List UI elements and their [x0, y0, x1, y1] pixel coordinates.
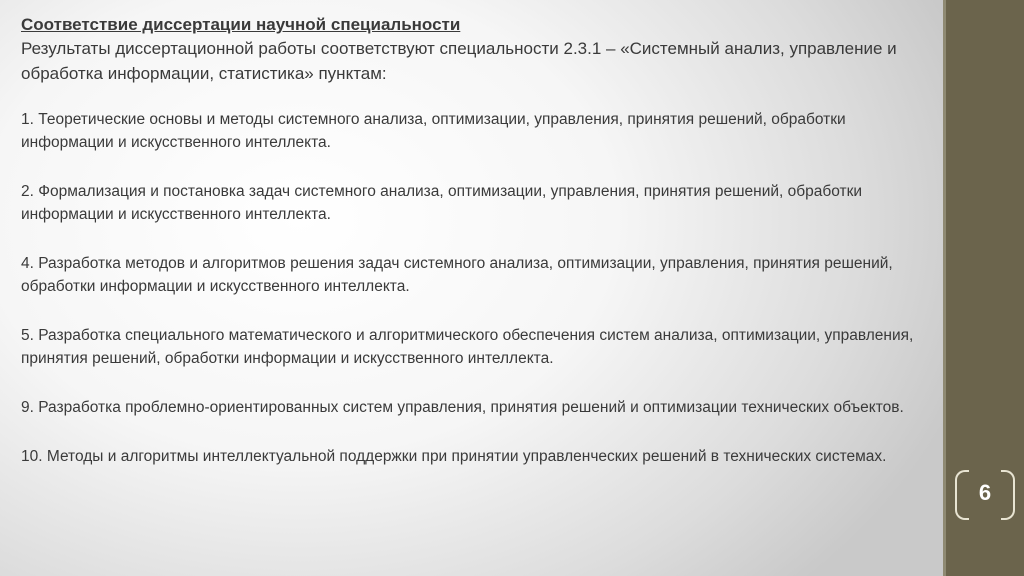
list-item-4: 4. Разработка методов и алгоритмов решения задач системного анализа, оптимизации, управления, принятия решений, обработки информации и искусственного интеллекта. — [21, 255, 893, 295]
list-item-9: 9. Разработка проблемно-ориентированных систем управления, принятия решений и оптимизации технических объектов. — [21, 399, 904, 416]
right-brace-icon — [1001, 470, 1015, 520]
list-item-1: 1. Теоретические основы и методы системного анализа, оптимизации, управления, принятия решений, обработки информации и искусственного интеллекта. — [21, 111, 846, 151]
slide-intro: Результаты диссертационной работы соответствуют специальности 2.3.1 – «Системный анализ, управление и обработка информации, статистика» пунктам: — [21, 39, 897, 83]
slide-content — [21, 14, 931, 494]
slide-title: Соответствие диссертации научной специальности — [21, 15, 461, 34]
page-number: 6 — [978, 480, 992, 505]
list-item-2: 2. Формализация и постановка задач системного анализа, оптимизации, управления, принятия решений, обработки информации и искусственного интеллекта. — [21, 183, 863, 223]
list-item-5: 5. Разработка специального математического и алгоритмического обеспечения систем анализа, оптимизации, управления, принятия решений, обработки информации и искусственного интеллекта. — [21, 327, 914, 367]
page-number-box — [953, 468, 1017, 522]
list-item-10: 10. Методы и алгоритмы интеллектуальной поддержки при принятии управленческих решений в технических системах. — [21, 448, 887, 465]
